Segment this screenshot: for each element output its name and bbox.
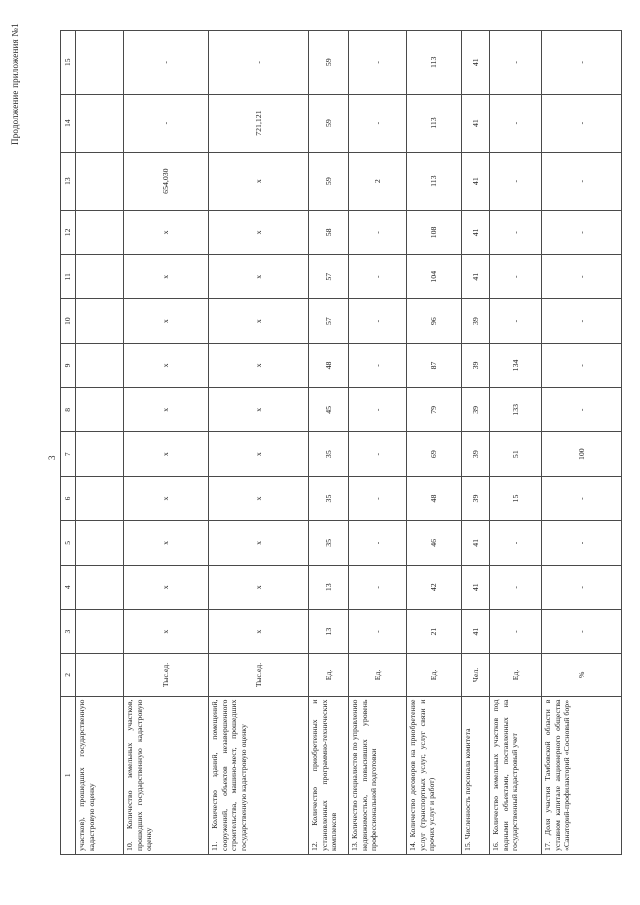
value-cell: - bbox=[349, 299, 407, 343]
value-cell: - bbox=[349, 210, 407, 254]
value-cell: - bbox=[349, 31, 407, 95]
value-cell: 35 bbox=[309, 432, 349, 476]
table-row bbox=[124, 31, 209, 855]
value-cell bbox=[76, 388, 124, 432]
indicator-name-cell: 16. Количество земельных участков под водными объектами, поставленных на государственный кадастровый учет bbox=[490, 696, 542, 854]
unit-cell: Ед. bbox=[490, 654, 542, 696]
table-row bbox=[209, 31, 309, 855]
value-cell: 15 bbox=[490, 476, 542, 520]
indicator-name-cell: 12. Количество приобретенных и установленных программно-технических комплексов bbox=[309, 696, 349, 854]
column-header: 11 bbox=[61, 255, 76, 299]
unit-cell bbox=[76, 654, 124, 696]
unit-cell: Чел. bbox=[462, 654, 490, 696]
column-header: 10 bbox=[61, 299, 76, 343]
value-cell: 654,030 bbox=[124, 152, 209, 210]
value-cell: - bbox=[542, 31, 622, 95]
value-cell: - bbox=[349, 521, 407, 565]
table-row bbox=[76, 31, 124, 855]
value-cell: - bbox=[542, 210, 622, 254]
value-cell: 721,121 bbox=[209, 94, 309, 152]
value-cell: 46 bbox=[407, 521, 462, 565]
value-cell: х bbox=[209, 388, 309, 432]
value-cell: х bbox=[209, 299, 309, 343]
value-cell: - bbox=[490, 210, 542, 254]
value-cell: 113 bbox=[407, 31, 462, 95]
value-cell: 113 bbox=[407, 94, 462, 152]
value-cell: - bbox=[542, 565, 622, 609]
column-header: 5 bbox=[61, 521, 76, 565]
value-cell: 41 bbox=[462, 210, 490, 254]
value-cell: 21 bbox=[407, 609, 462, 653]
value-cell: 41 bbox=[462, 152, 490, 210]
value-cell bbox=[76, 521, 124, 565]
value-cell: 2 bbox=[349, 152, 407, 210]
column-header: 8 bbox=[61, 388, 76, 432]
value-cell: - bbox=[542, 388, 622, 432]
value-cell: х bbox=[209, 521, 309, 565]
value-cell bbox=[76, 255, 124, 299]
column-header: 6 bbox=[61, 476, 76, 520]
value-cell: 104 bbox=[407, 255, 462, 299]
column-header: 1 bbox=[61, 696, 76, 854]
value-cell: 59 bbox=[309, 94, 349, 152]
indicator-name-cell: 15. Численность персонала комитета bbox=[462, 696, 490, 854]
value-cell bbox=[76, 565, 124, 609]
value-cell: 41 bbox=[462, 94, 490, 152]
value-cell: - bbox=[209, 31, 309, 95]
value-cell: - bbox=[542, 152, 622, 210]
value-cell: - bbox=[349, 476, 407, 520]
value-cell: - bbox=[490, 299, 542, 343]
value-cell: - bbox=[349, 388, 407, 432]
unit-cell: Ед. bbox=[349, 654, 407, 696]
value-cell: 134 bbox=[490, 343, 542, 387]
indicator-name-cell: 11. Количество зданий, помещений, сооружений, объектов незавершенного строительства, машино-мест, прошедших государственную кадастровую оценку bbox=[209, 696, 309, 854]
value-cell: - bbox=[542, 476, 622, 520]
table-row bbox=[349, 31, 407, 855]
value-cell: - bbox=[542, 521, 622, 565]
indicator-name-cell: 14. Количество договоров на приобретение услуг (транспортных услуг, услуг связи и прочих услуг и работ) bbox=[407, 696, 462, 854]
column-header: 15 bbox=[61, 31, 76, 95]
column-header: 2 bbox=[61, 654, 76, 696]
value-cell: - bbox=[490, 31, 542, 95]
value-cell: 69 bbox=[407, 432, 462, 476]
value-cell: 58 bbox=[309, 210, 349, 254]
column-header: 7 bbox=[61, 432, 76, 476]
table-row bbox=[542, 31, 622, 855]
value-cell: х bbox=[124, 521, 209, 565]
value-cell: 41 bbox=[462, 255, 490, 299]
value-cell: х bbox=[209, 343, 309, 387]
value-cell: - bbox=[490, 609, 542, 653]
indicator-name-cell: 10. Количество земельных участков, прошедших государственную кадастровую оценку bbox=[124, 696, 209, 854]
value-cell bbox=[76, 210, 124, 254]
value-cell: 39 bbox=[462, 343, 490, 387]
value-cell: х bbox=[124, 255, 209, 299]
table-header-row bbox=[61, 31, 76, 855]
value-cell: - bbox=[349, 255, 407, 299]
value-cell: - bbox=[542, 609, 622, 653]
value-cell bbox=[76, 432, 124, 476]
value-cell: 57 bbox=[309, 299, 349, 343]
value-cell: 48 bbox=[407, 476, 462, 520]
value-cell: 48 bbox=[309, 343, 349, 387]
value-cell: 79 bbox=[407, 388, 462, 432]
value-cell: 41 bbox=[462, 31, 490, 95]
column-header: 13 bbox=[61, 152, 76, 210]
value-cell bbox=[76, 476, 124, 520]
column-header: 14 bbox=[61, 94, 76, 152]
value-cell: - bbox=[542, 343, 622, 387]
value-cell: х bbox=[124, 565, 209, 609]
value-cell: 13 bbox=[309, 609, 349, 653]
value-cell: 35 bbox=[309, 476, 349, 520]
value-cell: х bbox=[209, 432, 309, 476]
value-cell: - bbox=[542, 299, 622, 343]
value-cell: - bbox=[542, 94, 622, 152]
value-cell: - bbox=[124, 31, 209, 95]
value-cell: х bbox=[124, 432, 209, 476]
value-cell bbox=[76, 94, 124, 152]
table-row bbox=[490, 31, 542, 855]
unit-cell: Тыс.ед. bbox=[124, 654, 209, 696]
value-cell: 100 bbox=[542, 432, 622, 476]
value-cell: х bbox=[209, 255, 309, 299]
value-cell: - bbox=[349, 565, 407, 609]
value-cell: 59 bbox=[309, 31, 349, 95]
unit-cell: % bbox=[542, 654, 622, 696]
value-cell: 41 bbox=[462, 521, 490, 565]
value-cell: - bbox=[490, 565, 542, 609]
value-cell bbox=[76, 31, 124, 95]
value-cell: х bbox=[124, 210, 209, 254]
value-cell: - bbox=[349, 432, 407, 476]
value-cell bbox=[76, 299, 124, 343]
value-cell bbox=[76, 609, 124, 653]
value-cell: х bbox=[209, 152, 309, 210]
value-cell: 39 bbox=[462, 388, 490, 432]
table-row bbox=[462, 31, 490, 855]
appendix-note: Продолжение приложения №1 bbox=[10, 23, 20, 145]
value-cell: 57 bbox=[309, 255, 349, 299]
value-cell: х bbox=[209, 565, 309, 609]
value-cell: 13 bbox=[309, 565, 349, 609]
value-cell bbox=[76, 152, 124, 210]
value-cell: 51 bbox=[490, 432, 542, 476]
unit-cell: Ед. bbox=[309, 654, 349, 696]
value-cell: - bbox=[349, 609, 407, 653]
value-cell: х bbox=[209, 210, 309, 254]
value-cell: х bbox=[124, 609, 209, 653]
value-cell: 35 bbox=[309, 521, 349, 565]
value-cell: - bbox=[349, 94, 407, 152]
value-cell: - bbox=[542, 255, 622, 299]
column-header: 4 bbox=[61, 565, 76, 609]
table-row bbox=[407, 31, 462, 855]
value-cell: 42 bbox=[407, 565, 462, 609]
value-cell: - bbox=[124, 94, 209, 152]
value-cell: 87 bbox=[407, 343, 462, 387]
value-cell: - bbox=[490, 152, 542, 210]
value-cell: 59 bbox=[309, 152, 349, 210]
value-cell: 133 bbox=[490, 388, 542, 432]
value-cell: 41 bbox=[462, 565, 490, 609]
indicator-name-cell: участков), прошедших государственную кадастровую оценку bbox=[76, 696, 124, 854]
value-cell: х bbox=[124, 299, 209, 343]
value-cell bbox=[76, 343, 124, 387]
column-header: 9 bbox=[61, 343, 76, 387]
value-cell: 96 bbox=[407, 299, 462, 343]
column-header: 12 bbox=[61, 210, 76, 254]
indicator-table bbox=[60, 30, 622, 855]
value-cell: - bbox=[490, 521, 542, 565]
table-body bbox=[76, 31, 622, 855]
indicator-name-cell: 13. Количество специалистов по управлению недвижимостью, повысивших уровень профессиональной подготовки bbox=[349, 696, 407, 854]
value-cell: 113 bbox=[407, 152, 462, 210]
value-cell: 39 bbox=[462, 299, 490, 343]
value-cell: 39 bbox=[462, 432, 490, 476]
table-row bbox=[309, 31, 349, 855]
value-cell: 45 bbox=[309, 388, 349, 432]
page-number: 3 bbox=[47, 455, 57, 460]
value-cell: - bbox=[349, 343, 407, 387]
unit-cell: Тыс.ед. bbox=[209, 654, 309, 696]
value-cell: х bbox=[209, 609, 309, 653]
value-cell: - bbox=[490, 94, 542, 152]
column-header: 3 bbox=[61, 609, 76, 653]
unit-cell: Ед. bbox=[407, 654, 462, 696]
indicator-name-cell: 17. Доля участия Тамбовской области в уставном капитале акционерного общества «Санаторий-профилакторий «Сосновый бор» bbox=[542, 696, 622, 854]
value-cell: х bbox=[209, 476, 309, 520]
value-cell: 39 bbox=[462, 476, 490, 520]
value-cell: х bbox=[124, 343, 209, 387]
value-cell: 41 bbox=[462, 609, 490, 653]
value-cell: 108 bbox=[407, 210, 462, 254]
value-cell: х bbox=[124, 388, 209, 432]
value-cell: - bbox=[490, 255, 542, 299]
value-cell: х bbox=[124, 476, 209, 520]
